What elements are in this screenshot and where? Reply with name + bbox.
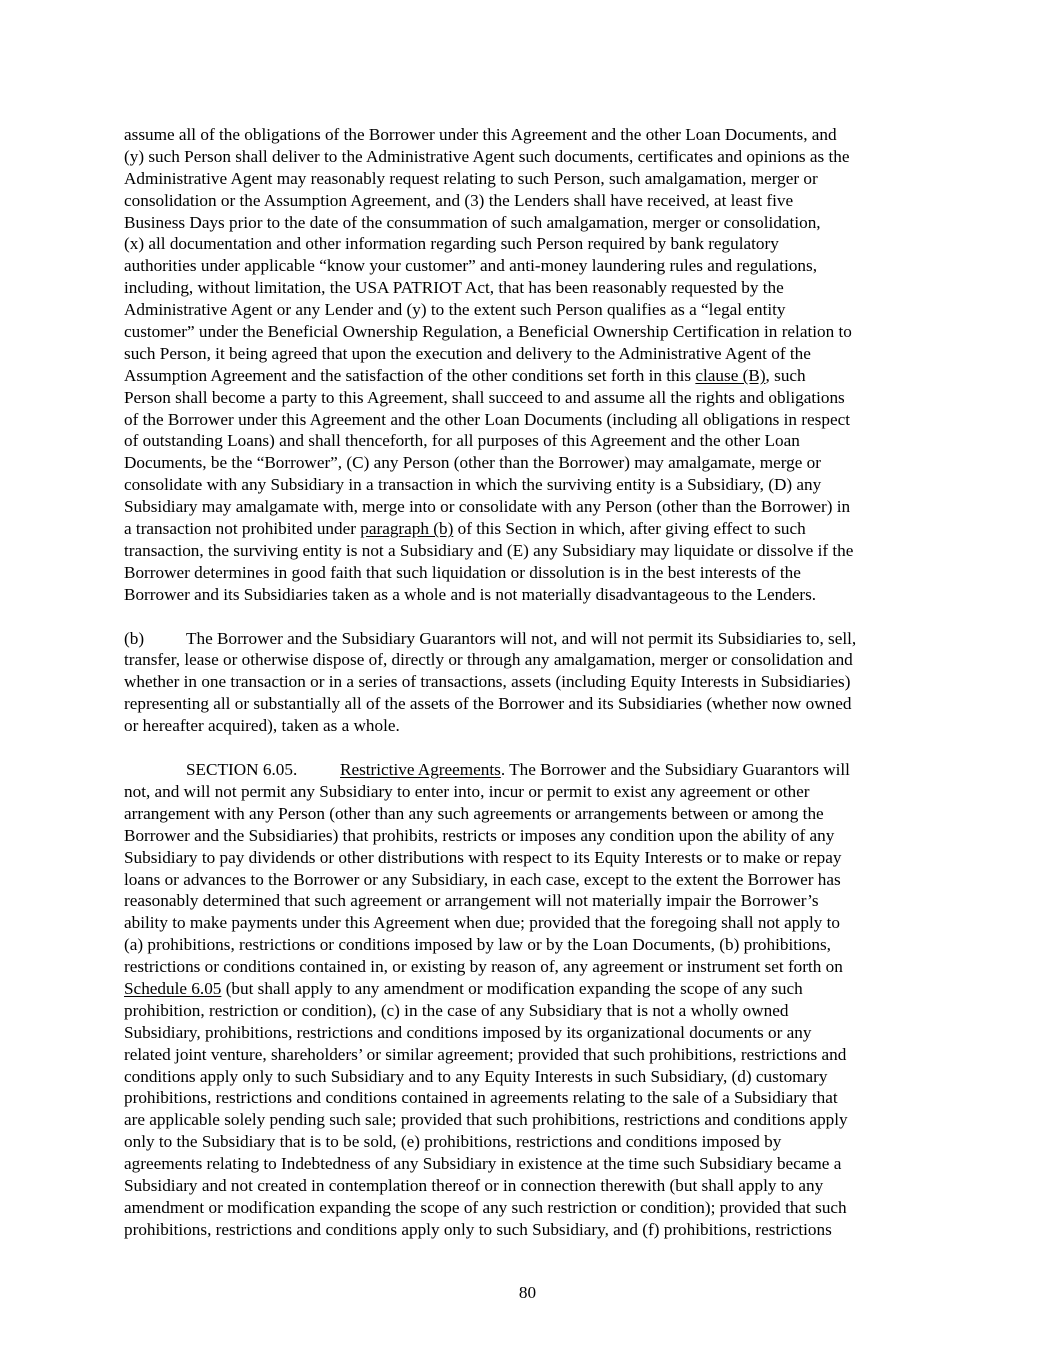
text-line: reasonably determined that such agreement or arrangement will not materially impair the Borrower’s xyxy=(124,891,819,911)
text-line: not, and will not permit any Subsidiary to enter into, incur or permit to exist any agreement or other xyxy=(124,781,810,801)
text-line xyxy=(124,978,936,1000)
text-line: such Person, it being agreed that upon the execution and delivery to the Administrative Agent of the xyxy=(124,343,811,363)
text-line xyxy=(124,365,936,387)
paragraph-b-reference: paragraph (b) xyxy=(360,519,454,539)
text-line: prohibitions, restrictions and conditions apply only to such Subsidiary, and (f) prohibitions, restrictions xyxy=(124,1219,832,1239)
text-line xyxy=(124,518,936,540)
text-line: are applicable solely pending such sale; provided that such prohibitions, restrictions and conditions apply xyxy=(124,1110,848,1130)
text-line: Subsidiary, prohibitions, restrictions and conditions imposed by its organizational documents or any xyxy=(124,1022,812,1042)
text-line: arrangement with any Person (other than any such agreements or arrangements between or among the xyxy=(124,803,824,823)
text-line: of outstanding Loans) and shall thenceforth, for all purposes of this Agreement and the other Loan xyxy=(124,431,800,451)
text-line: representing all or substantially all of the assets of the Borrower and its Subsidiaries (whether now owned xyxy=(124,694,852,714)
text-run: The Borrower and the Subsidiary Guarantors will not, and will not permit its Subsidiaries to, sell, xyxy=(186,628,857,648)
schedule-reference: Schedule 6.05 xyxy=(124,978,222,998)
text-line: transaction, the surviving entity is not a Subsidiary and (E) any Subsidiary may liquidate or dissolve if the xyxy=(124,540,854,560)
document-body xyxy=(124,124,936,1241)
section-heading-line xyxy=(124,759,936,781)
text-run: (but shall apply to any amendment or modification expanding the scope of any such xyxy=(221,978,803,998)
section-6-05 xyxy=(124,759,936,1241)
text-line: Person shall become a party to this Agreement, shall succeed to and assume all the rights and obligations xyxy=(124,387,845,407)
text-line: assume all of the obligations of the Borrower under this Agreement and the other Loan Documents, and xyxy=(124,125,837,144)
text-line: (a) prohibitions, restrictions or conditions imposed by law or by the Loan Documents, (b) prohibitions, xyxy=(124,935,831,955)
paragraph-label: (b) xyxy=(124,628,145,648)
text-line: Subsidiary to pay dividends or other distributions with respect to its Equity Interests or to make or repay xyxy=(124,847,842,867)
text-line: (x) all documentation and other information regarding such Person required by bank regulatory xyxy=(124,234,779,254)
text-line: Borrower determines in good faith that such liquidation or dissolution is in the best interests of the xyxy=(124,562,801,582)
text-line: agreements relating to Indebtedness of any Subsidiary in existence at the time such Subsidiary became a xyxy=(124,1154,842,1174)
text-line: restrictions or conditions contained in, or existing by reason of, any agreement or instrument set forth on xyxy=(124,957,843,977)
text-line: related joint venture, shareholders’ or similar agreement; provided that such prohibitions, restrictions and xyxy=(124,1044,847,1064)
text-line: conditions apply only to such Subsidiary and to any Equity Interests in such Subsidiary, (d) customary xyxy=(124,1066,828,1086)
text-line: Subsidiary and not created in contemplation thereof or in connection therewith (but shall apply to any xyxy=(124,1175,824,1195)
clause-b-reference: clause (B) xyxy=(695,365,766,385)
text-line: Administrative Agent or any Lender and (y) to the extent such Person qualifies as a “legal entity xyxy=(124,300,786,320)
text-line: or hereafter acquired), taken as a whole. xyxy=(124,716,400,736)
paragraph-a xyxy=(124,124,936,606)
text-run: a transaction not prohibited under xyxy=(124,519,361,539)
text-line xyxy=(124,628,936,650)
text-line: Documents, be the “Borrower”, (C) any Person (other than the Borrower) may amalgamate, merge or xyxy=(124,453,821,473)
text-line: Borrower and its Subsidiaries taken as a whole and is not materially disadvantageous to the Lenders. xyxy=(124,584,817,604)
text-line: authorities under applicable “know your customer” and anti-money laundering rules and regulations, xyxy=(124,256,818,276)
text-line: loans or advances to the Borrower or any Subsidiary, in each case, except to the extent the Borrower has xyxy=(124,869,841,889)
text-line: prohibitions, restrictions and conditions contained in agreements relating to the sale of a Subsidiary that xyxy=(124,1088,838,1108)
text-line: consolidate with any Subsidiary in a transaction in which the surviving entity is a Subsidiary, (D) any xyxy=(124,475,822,495)
text-run: Assumption Agreement and the satisfaction of the other conditions set forth in this xyxy=(124,365,696,385)
section-title: Restrictive Agreements xyxy=(340,760,501,780)
text-line: consolidation or the Assumption Agreement, and (3) the Lenders shall have received, at least five xyxy=(124,190,794,210)
text-line: whether in one transaction or in a series of transactions, assets (including Equity Interests in Subsidiaries) xyxy=(124,672,851,692)
page-number: 80 xyxy=(518,1283,537,1302)
text-line: transfer, lease or otherwise dispose of, directly or through any amalgamation, merger or consolidation and xyxy=(124,650,853,670)
text-line: ability to make payments under this Agreement when due; provided that the foregoing shall not apply to xyxy=(124,913,840,933)
text-line: Borrower and the Subsidiaries) that prohibits, restricts or imposes any condition upon the ability of any xyxy=(124,825,835,845)
text-run: , such xyxy=(765,365,806,385)
section-number: SECTION 6.05. xyxy=(186,760,298,780)
text-line: customer” under the Beneficial Ownership Regulation, a Beneficial Ownership Certification in relation to xyxy=(124,322,852,342)
text-run: of this Section in which, after giving effect to such xyxy=(453,519,806,539)
paragraph-b xyxy=(124,628,936,737)
text-line: of the Borrower under this Agreement and the other Loan Documents (including all obligations in respect xyxy=(124,409,850,429)
text-line: including, without limitation, the USA PATRIOT Act, that has been reasonably requested by the xyxy=(124,278,784,298)
text-line: (y) such Person shall deliver to the Administrative Agent such documents, certificates and opinions as the xyxy=(124,146,850,166)
text-line: prohibition, restriction or condition), (c) in the case of any Subsidiary that is not a wholly owned xyxy=(124,1000,789,1020)
text-line: only to the Subsidiary that is to be sold, (e) prohibitions, restrictions and conditions imposed by xyxy=(124,1132,782,1152)
text-line: Business Days prior to the date of the consummation of such amalgamation, merger or consolidation, xyxy=(124,212,821,232)
text-line: amendment or modification expanding the scope of any such restriction or condition); provided that such xyxy=(124,1197,847,1217)
text-line: Administrative Agent may reasonably request relating to such Person, such amalgamation, merger or xyxy=(124,168,818,188)
text-run: . The Borrower and the Subsidiary Guarantors will xyxy=(500,760,850,780)
text-line: Subsidiary may amalgamate with, merge into or consolidate with any Person (other than the Borrower) in xyxy=(124,497,851,517)
